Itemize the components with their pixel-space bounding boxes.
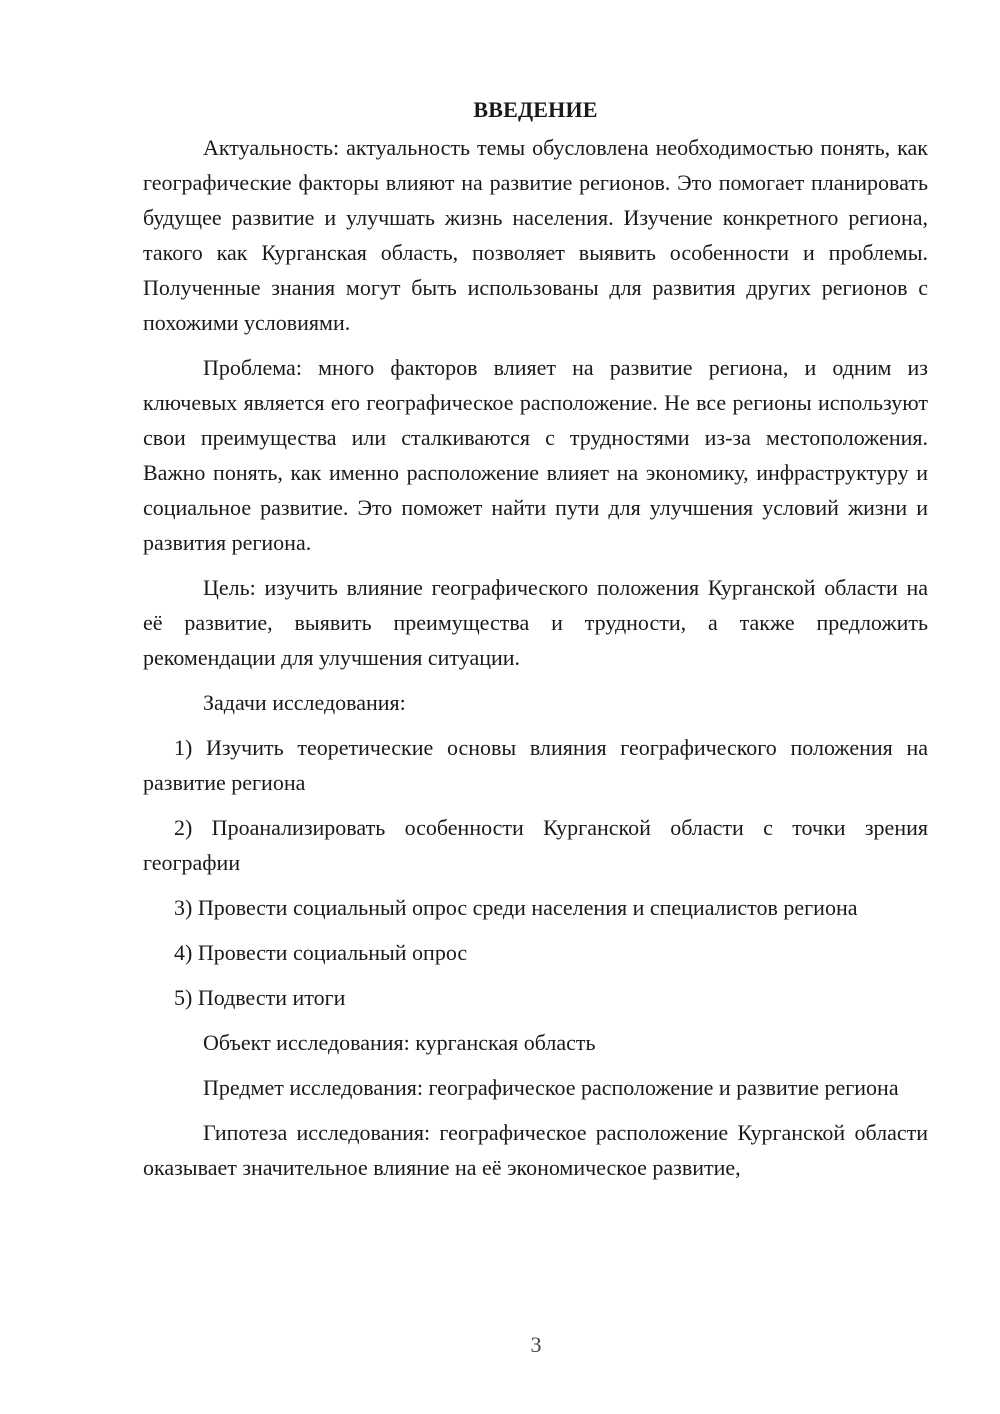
task-item-1: 1) Изучить теоретические основы влияния географического положения на развитие региона bbox=[143, 735, 928, 795]
section-title: ВВЕДЕНИЕ bbox=[473, 97, 598, 122]
task-item-4: 4) Провести социальный опрос bbox=[174, 940, 468, 965]
page-number: 3 bbox=[530, 1332, 542, 1357]
paragraph-subject: Предмет исследования: географическое расположение и развитие региона bbox=[203, 1075, 899, 1100]
paragraph-goal: Цель: изучить влияние географического положения Курганской области на её развитие, выявить преимущества и трудности, а также предложить рекомендации для улучшения ситуации. bbox=[143, 575, 928, 670]
document-page bbox=[143, 90, 928, 1185]
paragraph-relevance: Актуальность: актуальность темы обусловлена необходимостью понять, как географические факторы влияют на развитие регионов. Это помогает планировать будущее развитие и улучшать жизнь населения. Изучение конкретного региона, такого как Курганская область, позволяет выявить особенности и проблемы. Полученные знания могут быть использованы для развития других регионов с похожими условиями. bbox=[143, 135, 928, 335]
paragraph-tasks-heading: Задачи исследования: bbox=[203, 690, 406, 715]
task-item-2: 2) Проанализировать особенности Курганской области с точки зрения географии bbox=[143, 815, 928, 875]
paragraph-problem: Проблема: много факторов влияет на развитие региона, и одним из ключевых является его географическое расположение. Не все регионы используют свои преимущества или сталкиваются с трудностями из-за местоположения. Важно понять, как именно расположение влияет на экономику, инфраструктуру и социальное развитие. Это поможет найти пути для улучшения условий жизни и развития региона. bbox=[143, 355, 928, 555]
paragraph-hypothesis: Гипотеза исследования: географическое расположение Курганской области оказывает значительное влияние на её экономическое развитие, bbox=[143, 1120, 928, 1180]
task-item-5: 5) Подвести итоги bbox=[174, 985, 346, 1010]
task-item-3: 3) Провести социальный опрос среди населения и специалистов региона bbox=[174, 895, 858, 920]
paragraph-object: Объект исследования: курганская область bbox=[203, 1030, 596, 1055]
